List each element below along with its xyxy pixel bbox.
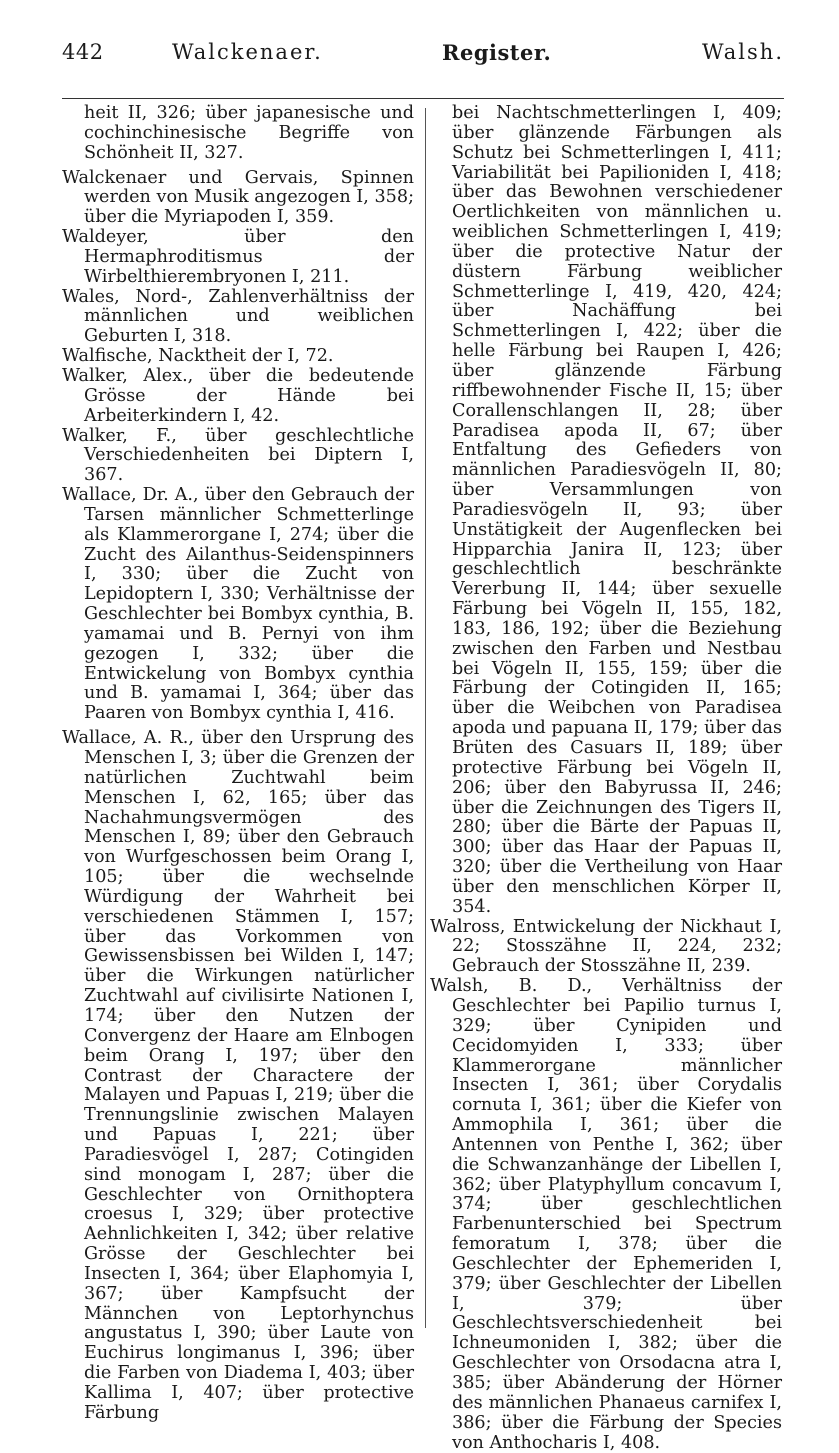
header-rule [62, 98, 784, 99]
index-entry: Walker, F., über geschlechtliche Verschiedenheiten bei Diptern I, 367. [62, 425, 414, 486]
index-entry: Walfische, Nacktheit der I, 72. [62, 346, 334, 367]
index-entry: Walckenaer und Gervais, Spinnen werden von Musik angezogen I, 358; über die Myriapoden I, 359. [62, 167, 414, 228]
index-entry: heit II, 326; über japanesische und cochinchinesische Begriffe von Schönheit II, 327. [84, 103, 414, 163]
running-header [62, 40, 784, 76]
column-divider [425, 108, 426, 1328]
right-column [430, 104, 782, 1453]
header-last-entry: Walsh. [702, 40, 784, 64]
index-entry: Waldeyer, über den Hermaphroditismus der Wirbelthierembryonen I, 211. [62, 227, 414, 287]
index-entry: Walsh, B. D., Verhältniss der Geschlechter bei Papilio turnus I, 329; über Cynipiden und Cecidomyiden I, 333; über Klammerorgane männlicher Insecten I, 361; über Corydalis cornuta I, 361; über die Kiefer von Ammophila I, 361; über die Antennen von Penthe I, 362; über die Schwanzanhänge der Libellen I, 362; über Platyphyllum concavum I, 374; über geschlechtlichen Farbenunterschied bei Spectrum femoratum I, 378; über die Geschlechter der Ephemeriden I, 379; über Geschlechter der Libellen I, 379; über Geschlechtsverschiedenheit bei Ichneumoniden I, 382; über die Geschlechter von Orsodacna atra I, 385; über Abänderung der Hörner des männlichen Phanaeus carnifex I, 386; über die Färbung der Species von Anthocharis I, 408. [430, 976, 782, 1453]
index-entry: Wales, Nord-, Zahlenverhältniss der männlichen und weiblichen Geburten I, 318. [62, 286, 414, 347]
index-entry: Walross, Entwickelung der Nickhaut I, 22; Stosszähne II, 224, 232; Gebrauch der Stosszähne II, 239. [430, 916, 782, 977]
header-first-entry: Walckenaer. [172, 40, 323, 64]
left-column [62, 104, 414, 1424]
page-number: 442 [62, 40, 104, 64]
index-entry: Walker, Alex., über die bedeutende Grösse der Hände bei Arbeiterkindern I, 42. [62, 365, 414, 426]
index-entry: bei Nachtschmetterlingen I, 409; über glänzende Färbungen als Schutz bei Schmetterlingen I, 411; Variabilität bei Papilioniden I, 418; über das Bewohnen verschiedener Oertlichkeiten von männlichen u. weiblichen Schmetterlingen I, 419; über die protective Natur der düstern Färbung weiblicher Schmetterlinge I, 419, 420, 424; über Nachäffung bei Schmetterlingen I, 422; über die helle Färbung bei Raupen I, 426; über glänzende Färbung riffbewohnender Fische II, 15; über Corallenschlangen II, 28; über Paradisea apoda II, 67; über Entfaltung des Gefieders von männlichen Paradiesvögeln II, 80; über Versammlungen von Paradiesvögeln II, 93; über Unstätigkeit der Augenflecken bei Hipparchia Janira II, 123; über geschlechtlich beschränkte Vererbung II, 144; über sexuelle Färbung bei Vögeln II, 155, 182, 183, 186, 192; über die Beziehung zwischen den Farben und Nestbau bei Vögeln II, 155, 159; über die Färbung der Cotingiden II, 165; über die Weibchen von Paradisea apoda und papuana II, 179; über das Brüten des Casuars II, 189; über protective Färbung bei Vögeln II, 206; über den Babyrussa II, 246; über die Zeichnungen des Tigers II, 280; über die Bärte der Papuas II, 300; über das Haar der Papuas II, 320; über die Vertheilung von Haar über den menschlichen Körper II, 354. [452, 103, 782, 917]
index-entry: Wallace, Dr. A., über den Gebrauch der Tarsen männlicher Schmetterlinge als Klammerorgane I, 274; über die Zucht des Ailanthus-Seidenspinners I, 330; über die Zucht von Lepidoptern I, 330; Verhältnisse der Geschlechter bei Bombyx cynthia, B. yamamai und B. Pernyi von ihm gezogen I, 332; über die Entwickelung von Bombyx cynthia und B. yamamai I, 364; über das Paaren von Bombyx cynthia I, 416. [62, 485, 414, 724]
index-entry: Wallace, A. R., über den Ursprung des Menschen I, 3; über die Grenzen der natürlichen Zuchtwahl beim Menschen I, 62, 165; über das Nachahmungsvermögen des Menschen I, 89; über den Gebrauch von Wurfgeschossen beim Orang I, 105; über die wechselnde Würdigung der Wahrheit bei verschiedenen Stämmen I, 157; über das Vorkommen von Gewissensbissen bei Wilden I, 147; über die Wirkungen natürlicher Zuchtwahl auf civilisirte Nationen I, 174; über den Nutzen der Convergenz der Haare am Elnbogen beim Orang I, 197; über den Contrast der Charactere der Malayen und Papuas I, 219; über die Trennungslinie zwischen Malayen und Papuas I, 221; über Paradiesvögel I, 287; Cotingiden sind monogam I, 287; über die Geschlechter von Ornithoptera croesus I, 329; über protective Aehnlichkeiten I, 342; über relative Grösse der Geschlechter bei Insecten I, 364; über Elaphomyia I, 367; über Kampfsucht der Männchen von Leptorhynchus angustatus I, 390; über Laute von Euchirus longimanus I, 396; über die Farben von Diadema I, 403; über Kallima I, 407; über protective Färbung [62, 728, 414, 1423]
header-title: Register. [442, 40, 552, 65]
